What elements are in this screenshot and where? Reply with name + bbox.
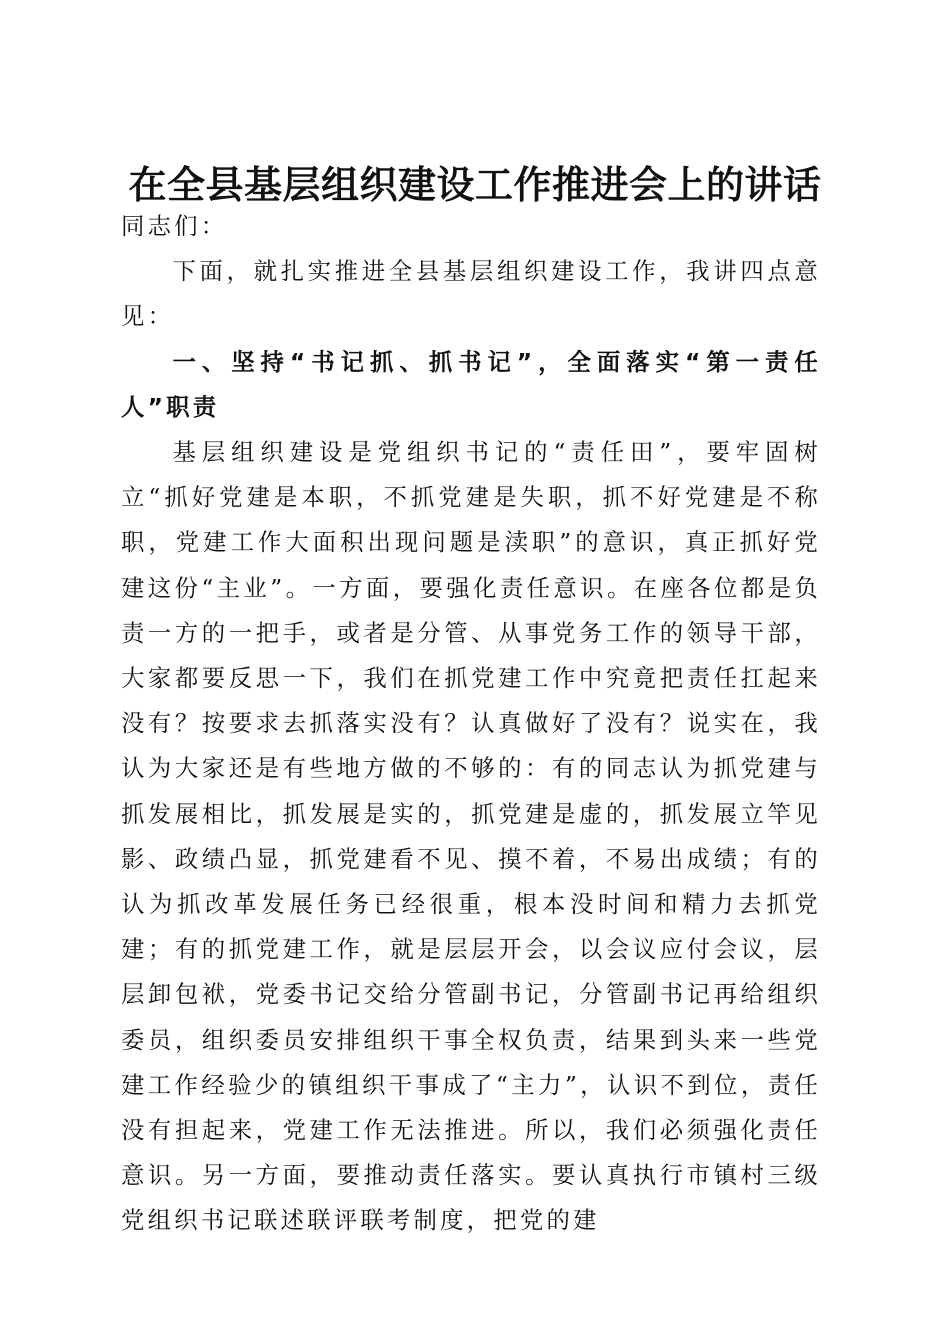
intro-paragraph: 下面，就扎实推进全县基层组织建设工作，我讲四点意见： [121, 257, 821, 331]
section-1-heading: 一、坚持“书记抓、抓书记”，全面落实“第一责任人”职责 [121, 347, 821, 421]
document-body [121, 204, 821, 1244]
salutation: 同志们： [121, 212, 228, 240]
section-1-body: 基层组织建设是党组织书记的“责任田”，要牢固树立“抓好党建是本职，不抓党建是失职，抓不好党建是不称职，党建工作大面积出现问题是渎职”的意识，真正抓好党建这份“主业”。一方面，要强化责任意识。在座各位都是负责一方的一把手，或者是分管、从事党务工作的领导干部，大家都要反思一下，我们在抓党建工作中究竟把责任扛起来没有？按要求去抓落实没有？认真做好了没有？说实在，我认为大家还是有些地方做的不够的：有的同志认为抓党建与抓发展相比，抓发展是实的，抓党建是虚的，抓发展立竿见影、政绩凸显，抓党建看不见、摸不着，不易出成绩；有的认为抓改革发展任务已经很重，根本没时间和精力去抓党建；有的抓党建工作，就是层层开会，以会议应付会议，层层卸包袱，党委书记交给分管副书记，分管副书记再给组织委员，组织委员安排组织干事全权负责，结果到头来一些党建工作经验少的镇组织干事成了“主力”，认识不到位，责任没有担起来，党建工作无法推进。所以，我们必须强化责任意识。另一方面，要推动责任落实。要认真执行市镇村三级党组织书记联述联评联考制度，把党的建 [121, 438, 821, 1235]
document-title: 在全县基层组织建设工作推进会上的讲话 [128, 162, 822, 208]
